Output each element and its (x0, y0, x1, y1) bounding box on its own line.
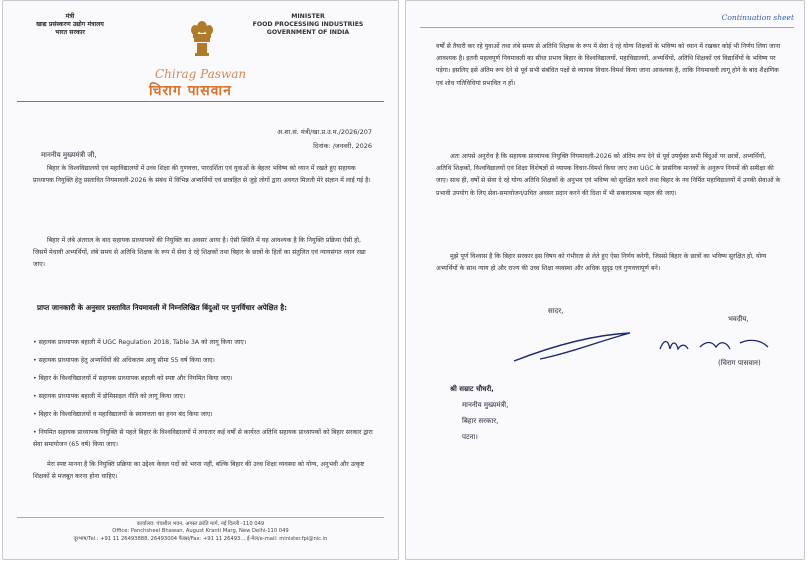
footer-line: दूरभाष/Tel.: +91 11 26493888, 26493004 फैक्स/Fax: +91 11 26493... ई-मेल/e-mail: minister.fpi@nic.in (73, 535, 328, 542)
bullet-text: नियमित सहायक प्राध्यापक नियुक्ति से पहले बिहार के विश्वविद्यालयों में लगातार कई वर्षों से कार्यरत अतिथि सहायक प्राध्यापकों को बिहार सरकार द्वारा सेवा समायोजन (65 वर्ष) किया जाए। (33, 429, 373, 448)
bullet-text: सहायक प्राध्यापक बहाली में डोमिसाइल नीति को लागू किया जाए। (38, 393, 186, 400)
header-hindi-line: भारत सरकार (55, 29, 85, 36)
paragraph-6: मुझे पूर्ण विश्वास है कि बिहार सरकार इस विषय को गंभीरता से लेते हुए ऐसा निर्णय करेगी, जिससे बिहार के छात्रों का भविष्य सुरक्षित हो, योग्य अभ्यर्थियों के साथ न्याय हो और राज्य की उच्च शिक्षा व्यवस्था और अधिक सुदृढ़ एवं गुणवत्तापूर्ण बने। (436, 253, 767, 273)
bullet-item: • बिहार के विश्वविद्यालयों में सहायक प्राध्यापक बहाली को स्पष्ट और नियमित किया जाए। (33, 375, 233, 382)
reference-number: अ.शा.सं. मंत्री/खा.प्र.उ.म./2026/207 (277, 128, 372, 136)
office-footer (3, 521, 398, 543)
bullet-item: • सहायक प्राध्यापक हेतु अभ्यर्थियों की अधिकतम आयु सीमा 55 वर्ष किया जाए। (33, 357, 215, 364)
continuation-label: Continuation sheet (721, 13, 794, 22)
header-divider (17, 101, 384, 102)
letter-page-2 (405, 0, 805, 560)
subheading: प्राप्त जानकारी के अनुसार प्रस्तावित नियमावली में निम्नलिखित बिंदुओं पर पुनर्विचार अपेक्षित है: (37, 303, 287, 312)
name-roman: Chirag Paswan (155, 67, 247, 81)
header-hindi (25, 13, 115, 37)
header-hindi-line: खाद्य प्रसंस्करण उद्योग मंत्रालय (36, 21, 104, 28)
bullet-text: सहायक प्राध्यापक बहाली में UGC Regulation 2018, Table 3A को लागू किया जाए। (38, 339, 247, 346)
salutation: माननीय मुख्यमंत्री जी, (41, 151, 97, 159)
ashoka-emblem-icon (189, 19, 215, 59)
bullet-text: बिहार के विश्वविद्यालयों में सहायक प्राध्यापक बहाली को स्पष्ट और नियमित किया जाए। (38, 375, 233, 382)
bullet-text: बिहार के विश्वविद्यालयों व महाविद्यालयों के स्वायत्तता का हनन बंद किया जाए। (38, 411, 213, 418)
header-english-line: FOOD PROCESSING INDUSTRIES (252, 21, 364, 28)
bullet-item: • नियमित सहायक प्राध्यापक नियुक्ति से पहले बिहार के विश्वविद्यालयों में लगातार कई वर्षों से कार्यरत अतिथि सहायक प्राध्यापकों को बिहार सरकार द्वारा सेवा समायोजन (65 वर्ष) किया जाए। (33, 429, 373, 448)
bullet-item: • बिहार के विश्वविद्यालयों व महाविद्यालयों के स्वायत्तता का हनन बंद किया जाए। (33, 411, 213, 418)
sign-off: भवदीय, (728, 315, 749, 323)
letter-page-1 (2, 0, 399, 560)
letter-date: दिनांक: /जनवरी, 2026 (313, 142, 372, 150)
paragraph-2: बिहार में लंबे अंतराल के बाद सहायक प्राध्यापकों की नियुक्ति का अवसर आया है। ऐसी स्थिति में यह आवश्यक है कि नियुक्ति प्रक्रिया ऐसी हो, जिसमें मेधावी अभ्यर्थियों, लंबे समय से अतिथि शिक्षक के रूप में सेवा दे रहे शिक्षकों तथा बिहार के छात्रों के हितों का संतुलित एवं न्यायसंगत ध्यान रखा जाए। (33, 237, 366, 269)
addressee-line: माननीय मुख्यमंत्री, (462, 401, 509, 409)
footer-line: कार्यालय: पंचशील भवन, अगस्त क्रांति मार्ग, नई दिल्ली -110 049 (136, 521, 265, 527)
closing: सादर, (548, 307, 564, 315)
addressee-line: श्री सम्राट चौधरी, (450, 385, 494, 393)
footer-divider (17, 517, 384, 518)
addressee-line: बिहार सरकार, (462, 417, 499, 425)
continuation-divider (420, 27, 794, 28)
addressee-line: पटना। (462, 433, 478, 441)
paragraph-3: मेरा स्पष्ट मानना है कि नियुक्ति प्रक्रिया का उद्देश्य केवल पदों को भरना नहीं, बल्कि बिहार की उच्च शिक्षा व्यवस्था को योग्य, अनुभवी और उत्कृष्ट शिक्षकों से मजबूत करना होना चाहिए। (33, 461, 365, 481)
bullet-item: • सहायक प्राध्यापक बहाली में डोमिसाइल नीति को लागू किया जाए। (33, 393, 186, 400)
signer-name: (चिराग पासवान) (718, 359, 761, 367)
footer-line: Office: Panchsheel Bhawan, August Kranti Marg, New Delhi-110 049 (112, 528, 289, 535)
paragraph-5: अतः आपसे अनुरोध है कि सहायक प्राध्यापक नियुक्ति नियमावली-2026 को अंतिम रूप देने से पूर्व उपर्युक्त सभी बिंदुओं पर छात्रों, अभ्यर्थियों, अतिथि शिक्षकों, विश्वविद्यालयों एवं शिक्षा विशेषज्ञों से व्यापक विचार-विमर्श किया जाए तथा UGC के प्रासंगिक मानकों के अनुरूप नियमों की समीक्षा की जाए। साथ ही, वर्षों से सेवा दे रहे योग्य अतिथि शिक्षकों के अनुभव एवं भविष्य को सुरक्षित करने तथा बिहार के नव निर्मित महाविद्यालयों में उनकी सेवाओं के प्रभावी उपयोग के लिए सेवा-समायोजन/उचित अवसर प्रदान करने की दिशा में भी सकारात्मक पहल की जाए। (436, 153, 781, 197)
header-english (248, 13, 368, 37)
header-english-line: GOVERNMENT OF INDIA (266, 29, 350, 36)
header-hindi-line: मंत्री (65, 13, 75, 20)
name-hindi: चिराग पासवान (149, 83, 232, 99)
paragraph-1: बिहार के विश्वविद्यालयों एवं महाविद्यालयों में उच्च शिक्षा की गुणवत्ता, पारदर्शिता एवं युवाओं के बेहतर भविष्य को ध्यान में रखते हुए सहायक प्राध्यापक नियुक्ति हेतु प्रस्तावित नियमावली-2026 के संबंध में विभिन्न अभ्यर्थियों एवं छात्रहित से जुड़े लोगों द्वारा अवगत मिलती मेरे संज्ञान में लाई गई है। (33, 165, 371, 185)
bullet-text: सहायक प्राध्यापक हेतु अभ्यर्थियों की अधिकतम आयु सीमा 55 वर्ष किया जाए। (38, 357, 215, 364)
paragraph-4: वर्षों से तैयारी कर रहे युवाओं तथा लंबे समय से अतिथि शिक्षक के रूप में सेवा दे रहे योग्य शिक्षकों के भविष्य को ध्यान में रखकर कोई भी निर्णय लिया जाना आवश्यक है। इतनी महत्वपूर्ण नियमावली का सीधा प्रभाव बिहार के विश्वविद्यालयों, महाविद्यालयों, अभ्यर्थियों, अतिथि शिक्षकों एवं विद्यार्थियों के भविष्य पर पड़ेगा। इसलिए इसे अंतिम रूप देने से पूर्व सभी संबंधित पक्षों से व्यापक विचार-विमर्श किया जाना आवश्यक है, ताकि नियमावली लागू होने के बाद शैक्षणिक एवं शोध गतिविधियां प्रभावित न हों। (436, 43, 781, 87)
header-english-line: MINISTER (291, 13, 325, 20)
bullet-item: • सहायक प्राध्यापक बहाली में UGC Regulation 2018, Table 3A को लागू किया जाए। (33, 339, 247, 346)
